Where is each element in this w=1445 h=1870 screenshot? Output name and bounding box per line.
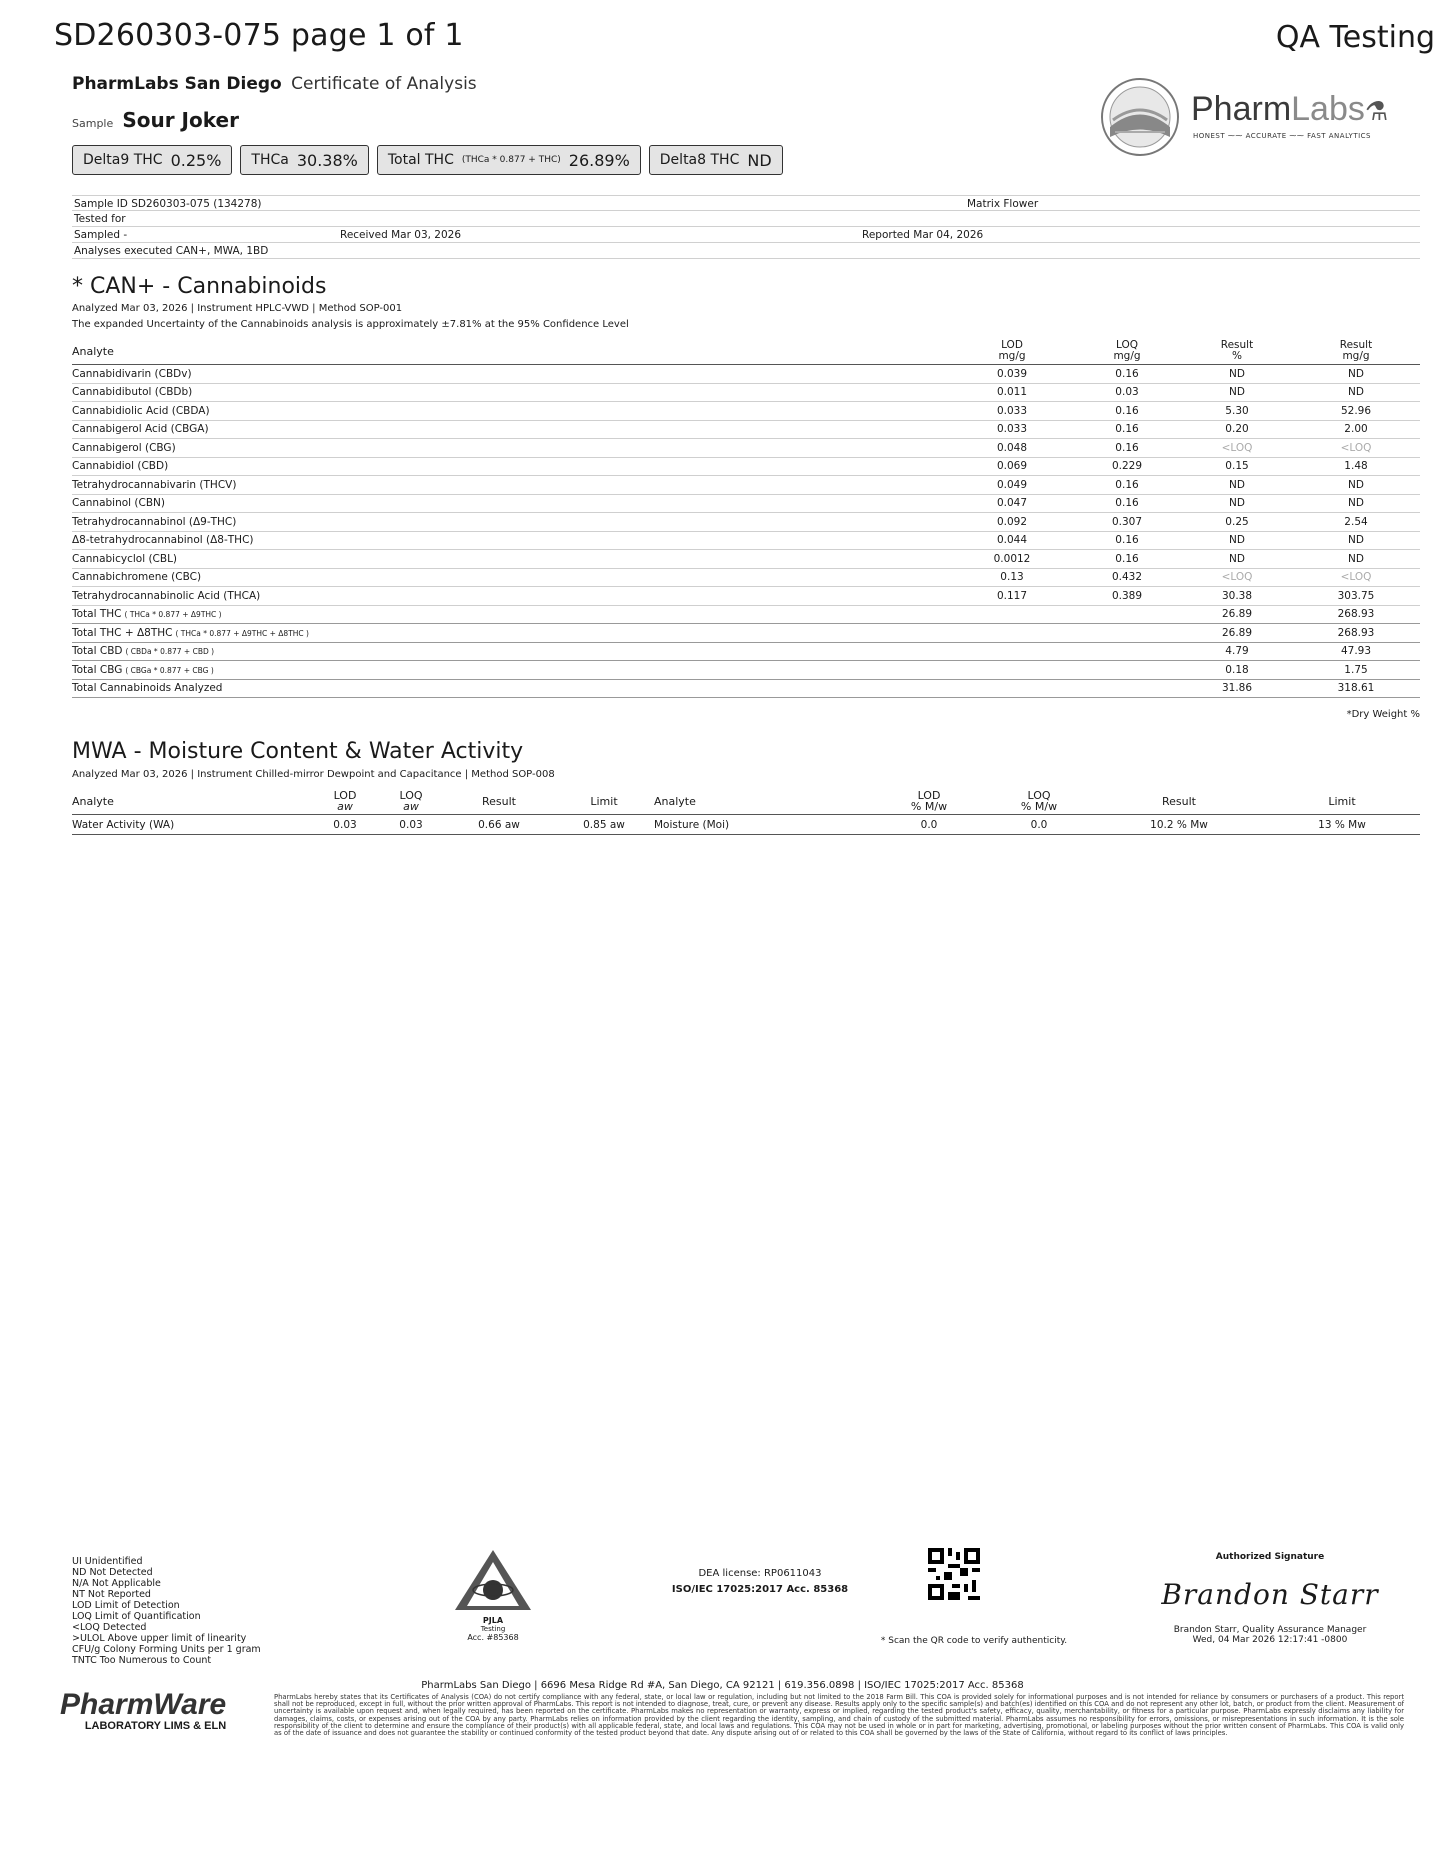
sample-id: Sample ID SD260303-075 (134278)	[74, 198, 262, 210]
empty-cell	[1072, 642, 1182, 661]
result-mg-cell: 47.93	[1292, 642, 1420, 661]
col-result-mg: Result mg/g	[1292, 338, 1420, 365]
result-mg-cell: <LOQ	[1292, 439, 1420, 458]
result-pct-cell: ND	[1182, 476, 1292, 495]
result-mg-cell: ND	[1292, 365, 1420, 384]
empty-cell	[1072, 624, 1182, 643]
lab-name: PharmLabs San Diego	[72, 74, 282, 94]
table-row: Water Activity (WA) 0.03 0.03 0.66 aw 0.85 aw Moisture (Moi) 0.0 0.0 10.2 % Mw 13 % Mw	[72, 815, 1420, 835]
signature-title: Authorized Signature	[1215, 1552, 1325, 1562]
table-header-row	[72, 338, 1420, 365]
pharmlabs-logo	[1095, 72, 1415, 162]
result-mg-cell: 268.93	[1292, 605, 1420, 624]
result-pct-cell: ND	[1182, 494, 1292, 513]
total-label: Total THC + Δ8THC	[72, 626, 173, 639]
lod-cell: 0.047	[952, 494, 1072, 513]
analyte-cell: Cannabidiol (CBD)	[72, 457, 952, 476]
table-row	[72, 439, 1420, 458]
handwritten-signature: Brandon Starr	[1161, 1578, 1379, 1611]
page-id-header: SD260303-075 page 1 of 1	[54, 18, 464, 53]
total-formula: ( THCa * 0.877 + Δ9THC )	[124, 610, 222, 620]
analyte-cell: Cannabinol (CBN)	[72, 494, 952, 513]
result-mg-cell: ND	[1292, 476, 1420, 495]
lod-cell: 0.13	[952, 568, 1072, 587]
total-formula: ( THCa * 0.877 + Δ9THC + Δ8THC )	[175, 628, 309, 638]
summary-pills	[72, 145, 783, 175]
lab-title	[72, 74, 477, 94]
table-row	[72, 383, 1420, 402]
analyte-cell: Cannabidibutol (CBDb)	[72, 383, 952, 402]
result-pct-cell: 0.25	[1182, 513, 1292, 532]
result-mg-cell: ND	[1292, 531, 1420, 550]
pjla-badge: PJLA Testing Acc. #85368	[448, 1548, 538, 1642]
loq-cell: 0.16	[1072, 494, 1182, 513]
lod-cell: 0.117	[952, 587, 1072, 606]
abbreviation-legend: UI Unidentified ND Not Detected N/A Not Applicable NT Not Reported LOD Limit of Detection LOQ Limit of Quantification <LOQ Detected >ULOL Above upper limit of linearity CFU/g Colony Forming Units per 1 gram TNTC Too Numerous to Count	[72, 1556, 261, 1666]
result-pct-cell: 4.79	[1182, 642, 1292, 661]
pill-total-thc: Total THC (THCa * 0.877 + THC) 26.89%	[377, 145, 641, 175]
table-row	[72, 494, 1420, 513]
qr-code[interactable]	[928, 1548, 980, 1604]
result-pct-cell: ND	[1182, 550, 1292, 569]
result-pct-cell: 26.89	[1182, 624, 1292, 643]
analyte-cell: Cannabichromene (CBC)	[72, 568, 952, 587]
empty-cell	[952, 679, 1072, 698]
total-label-cell	[72, 624, 952, 643]
result-mg-cell: 2.00	[1292, 420, 1420, 439]
result-mg-cell: ND	[1292, 550, 1420, 569]
table-row	[72, 420, 1420, 439]
total-row	[72, 605, 1420, 624]
tested-for: Tested for	[74, 213, 126, 225]
legal-disclaimer: PharmLabs hereby states that its Certificates of Analysis (COA) do not certify compliance with any federal, state, or local law or regulation, including but not limited to the 2018 Farm Bill. This COA is provided solely for informational purposes and is not intended for reliance by consumers or purchasers of a product. This report shall not be reproduced, except in full, without the prior written approval of PharmLabs. This report is not intended to diagnose, treat, cure, or prevent any disease. Results apply only to the specific sample(s) and batch(es) identified on this COA and do not represent any other lot, batch, or product from the client. Measurement of uncertainty is available upon request and, when legally required, has been reported on the certificate. PharmLabs makes no representation or warranty, express or implied, regarding the tested product's safety, efficacy, quality, merchantability, or fitness for a particular purpose. PharmLabs expressly disclaims any liability for damages, claims, costs, or expenses arising out of the COA by any party. PharmLabs relies on information provided by the client regarding the identity, sampling, and chain of custody of the submitted material. PharmLabs assumes no responsibility for errors, omissions, or misrepresentations in such information. It is the sole responsibility of the client to determine and ensure the compliance of their product(s) with all applicable federal, state, and local laws and regulations. This COA may not be used in whole or in part for marketing, advertising, promotional, or labeling purposes without the prior written consent of PharmLabs. This COA is valid only as of the date of issuance and does not guarantee the stability or continued conformity of the tested product beyond that date. Any dispute arising out of or related to this COA shall be governed by the laws of the State of California, without regard to its conflict of laws principles.	[274, 1693, 1404, 1738]
result-pct-cell: ND	[1182, 383, 1292, 402]
result-mg-cell: 2.54	[1292, 513, 1420, 532]
sample-label: Sample	[72, 117, 114, 130]
empty-cell	[952, 642, 1072, 661]
total-label-cell	[72, 661, 952, 680]
result-mg-cell: 318.61	[1292, 679, 1420, 698]
sample-name: Sour Joker	[122, 108, 239, 132]
logo-tagline: HONEST ⁓⁓ ACCURATE ⁓⁓ FAST ANALYTICS	[1193, 132, 1371, 140]
pjla-triangle-icon	[453, 1548, 533, 1612]
table-row	[72, 457, 1420, 476]
analyte-cell: Tetrahydrocannabinolic Acid (THCA)	[72, 587, 952, 606]
lod-cell: 0.044	[952, 531, 1072, 550]
sample-meta	[72, 195, 1420, 259]
pill-delta9-thc: Delta9 THC 0.25%	[72, 145, 232, 175]
table-header-row: Analyte LOD aw LOQ aw Result Limit Analyte LOD % M/w LOQ % M/w Result Limit	[72, 788, 1420, 815]
pharmware-wordmark: PharmWare	[60, 1688, 227, 1721]
empty-cell	[1072, 605, 1182, 624]
result-mg-cell: 1.75	[1292, 661, 1420, 680]
total-label-cell	[72, 605, 952, 624]
footer-address: PharmLabs San Diego | 6696 Mesa Ridge Rd #A, San Diego, CA 92121 | 619.356.0898 | ISO/IEC 17025:2017 Acc. 85368	[421, 1680, 1024, 1691]
received: Received Mar 03, 2026	[340, 229, 462, 241]
empty-cell	[1072, 661, 1182, 680]
col-analyte: Analyte	[72, 338, 952, 365]
total-label: Total CBD	[72, 645, 123, 658]
loq-cell: 0.16	[1072, 476, 1182, 495]
total-formula: ( CBGa * 0.877 + CBG )	[125, 665, 214, 675]
lod-cell: 0.033	[952, 420, 1072, 439]
lod-cell: 0.011	[952, 383, 1072, 402]
loq-cell: 0.16	[1072, 531, 1182, 550]
result-mg-cell: 1.48	[1292, 457, 1420, 476]
sample-line	[72, 108, 239, 132]
matrix: Matrix Flower	[967, 198, 1039, 210]
signature-date: Wed, 04 Mar 2026 12:17:41 -0800	[1192, 1635, 1348, 1645]
result-pct-cell: 5.30	[1182, 402, 1292, 421]
col-lod: LOD mg/g	[952, 338, 1072, 365]
lod-cell: 0.0012	[952, 550, 1072, 569]
table-row	[72, 550, 1420, 569]
lod-cell: 0.048	[952, 439, 1072, 458]
loq-cell: 0.03	[1072, 383, 1182, 402]
table-row	[72, 402, 1420, 421]
loq-cell: 0.16	[1072, 439, 1182, 458]
loq-cell: 0.16	[1072, 420, 1182, 439]
total-row	[72, 661, 1420, 680]
analyte-cell: Cannabigerol Acid (CBGA)	[72, 420, 952, 439]
result-mg-cell: <LOQ	[1292, 568, 1420, 587]
loq-cell: 0.307	[1072, 513, 1182, 532]
qr-code-icon[interactable]	[928, 1548, 980, 1600]
reported: Reported Mar 04, 2026	[862, 229, 984, 241]
pill-thca: THCa 30.38%	[240, 145, 368, 175]
can-section-title: * CAN+ - Cannabinoids	[72, 274, 327, 299]
loq-cell: 0.16	[1072, 402, 1182, 421]
result-mg-cell: ND	[1292, 494, 1420, 513]
signer-name: Brandon Starr, Quality Assurance Manager	[1173, 1625, 1367, 1635]
total-formula: ( CBDa * 0.877 + CBD )	[125, 647, 215, 657]
total-row	[72, 679, 1420, 698]
result-pct-cell: 31.86	[1182, 679, 1292, 698]
pill-delta8-thc: Delta8 THC ND	[649, 145, 783, 175]
empty-cell	[952, 624, 1072, 643]
analyte-cell: Tetrahydrocannabinol (Δ9-THC)	[72, 513, 952, 532]
accreditation-info	[660, 1566, 860, 1598]
total-label: Total THC	[72, 608, 122, 621]
lod-cell: 0.092	[952, 513, 1072, 532]
mwa-analyzed: Analyzed Mar 03, 2026 | Instrument Chilled-mirror Dewpoint and Capacitance | Method SOP-008	[72, 769, 555, 780]
loq-cell: 0.229	[1072, 457, 1182, 476]
pharmware-subtitle: LABORATORY LIMS & ELN	[84, 1720, 227, 1732]
result-pct-cell: 30.38	[1182, 587, 1292, 606]
loq-cell: 0.16	[1072, 365, 1182, 384]
result-pct-cell: 0.18	[1182, 661, 1292, 680]
mwa-section-title: MWA - Moisture Content & Water Activity	[72, 739, 524, 764]
table-row	[72, 587, 1420, 606]
total-label: Total CBG	[72, 663, 123, 676]
doc-type: Certificate of Analysis	[291, 74, 477, 94]
col-result-pct: Result %	[1182, 338, 1292, 365]
lod-cell: 0.049	[952, 476, 1072, 495]
loq-cell: 0.16	[1072, 550, 1182, 569]
table-row	[72, 531, 1420, 550]
cannabinoids-table	[72, 338, 1420, 698]
result-pct-cell: ND	[1182, 365, 1292, 384]
total-row	[72, 642, 1420, 661]
analyte-cell: Tetrahydrocannabivarin (THCV)	[72, 476, 952, 495]
authorized-signature	[1140, 1552, 1400, 1645]
result-mg-cell: 303.75	[1292, 587, 1420, 606]
result-pct-cell: <LOQ	[1182, 439, 1292, 458]
pharmware-logo	[60, 1688, 226, 1732]
table-row	[72, 513, 1420, 532]
result-mg-cell: ND	[1292, 383, 1420, 402]
result-mg-cell: 52.96	[1292, 402, 1420, 421]
loq-cell: 0.389	[1072, 587, 1182, 606]
lod-cell: 0.033	[952, 402, 1072, 421]
iso-accreditation: ISO/IEC 17025:2017 Acc. 85368	[671, 1584, 849, 1595]
result-pct-cell: ND	[1182, 531, 1292, 550]
analyte-cell: Cannabidivarin (CBDv)	[72, 365, 952, 384]
result-pct-cell: 0.20	[1182, 420, 1292, 439]
qa-testing-label: QA Testing	[1275, 20, 1435, 55]
empty-cell	[952, 605, 1072, 624]
analyses-executed: Analyses executed CAN+, MWA, 1BD	[74, 245, 269, 257]
analyte-cell: Cannabidiolic Acid (CBDA)	[72, 402, 952, 421]
qr-caption: * Scan the QR code to verify authenticity.	[880, 1636, 1068, 1646]
result-mg-cell: 268.93	[1292, 624, 1420, 643]
total-label-cell	[72, 679, 952, 698]
can-uncertainty: The expanded Uncertainty of the Cannabinoids analysis is approximately ±7.81% at the 95% Confidence Level	[72, 319, 629, 330]
star-icon: *	[880, 1636, 889, 1646]
moisture-table	[72, 788, 1420, 835]
empty-cell	[1072, 679, 1182, 698]
lod-cell: 0.039	[952, 365, 1072, 384]
loq-cell: 0.432	[1072, 568, 1182, 587]
table-row	[72, 476, 1420, 495]
total-label: Total Cannabinoids Analyzed	[72, 682, 223, 695]
table-row	[72, 365, 1420, 384]
logo-wordmark: PharmLabs⚗	[1191, 90, 1389, 128]
can-analyzed: Analyzed Mar 03, 2026 | Instrument HPLC-VWD | Method SOP-001	[72, 303, 403, 314]
result-pct-cell: 0.15	[1182, 457, 1292, 476]
total-label-cell	[72, 642, 952, 661]
analyte-cell: Cannabigerol (CBG)	[72, 439, 952, 458]
analyte-cell: Δ8-tetrahydrocannabinol (Δ8-THC)	[72, 531, 952, 550]
total-row	[72, 624, 1420, 643]
result-pct-cell: 26.89	[1182, 605, 1292, 624]
flask-icon: ⚗	[1364, 96, 1389, 126]
dea-license: DEA license: RP0611043	[698, 1568, 822, 1579]
col-loq: LOQ mg/g	[1072, 338, 1182, 365]
sampled: Sampled -	[74, 229, 128, 241]
table-row	[72, 568, 1420, 587]
dry-weight-note: *Dry Weight %	[1346, 709, 1420, 720]
lod-cell: 0.069	[952, 457, 1072, 476]
empty-cell	[952, 661, 1072, 680]
result-pct-cell: <LOQ	[1182, 568, 1292, 587]
analyte-cell: Cannabicyclol (CBL)	[72, 550, 952, 569]
